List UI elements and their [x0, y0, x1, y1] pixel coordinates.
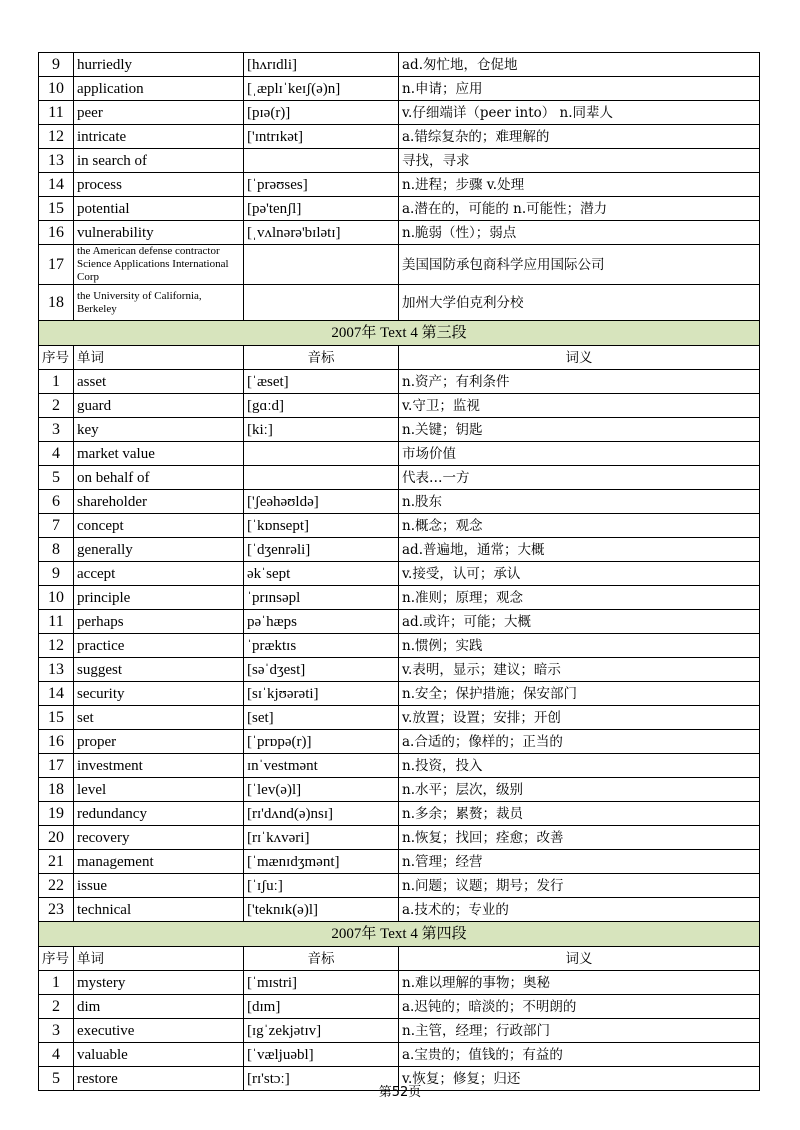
vocab-row — [39, 149, 760, 173]
row-number: 18 — [39, 285, 74, 321]
header-number: 序号 — [39, 947, 74, 971]
word-cell: potential — [74, 197, 244, 221]
phonetic-cell: ['teknɪk(ə)l] — [244, 898, 399, 922]
vocab-row — [39, 1019, 760, 1043]
word-cell: set — [74, 706, 244, 730]
vocab-row — [39, 634, 760, 658]
phonetic-cell: [ˈlev(ə)l] — [244, 778, 399, 802]
phonetic-cell: [ˈdʒenrəli] — [244, 538, 399, 562]
meaning-cell: a.错综复杂的；难理解的 — [399, 125, 760, 149]
row-number: 4 — [39, 442, 74, 466]
row-number: 15 — [39, 197, 74, 221]
row-number: 13 — [39, 149, 74, 173]
meaning-cell: v.守卫；监视 — [399, 394, 760, 418]
word-cell: shareholder — [74, 490, 244, 514]
vocab-row — [39, 285, 760, 321]
row-number: 1 — [39, 971, 74, 995]
vocab-row — [39, 802, 760, 826]
word-cell: principle — [74, 586, 244, 610]
meaning-cell: a.合适的；像样的；正当的 — [399, 730, 760, 754]
row-number: 19 — [39, 802, 74, 826]
word-cell: executive — [74, 1019, 244, 1043]
phonetic-cell: [rɪ'stɔː] — [244, 1067, 399, 1091]
vocab-row — [39, 173, 760, 197]
meaning-cell: n.申请；应用 — [399, 77, 760, 101]
meaning-cell: v.仔细端详（peer into） n.同辈人 — [399, 101, 760, 125]
row-number: 15 — [39, 706, 74, 730]
meaning-cell: v.表明，显示；建议；暗示 — [399, 658, 760, 682]
vocab-row — [39, 197, 760, 221]
row-number: 17 — [39, 754, 74, 778]
row-number: 3 — [39, 418, 74, 442]
meaning-cell: n.股东 — [399, 490, 760, 514]
meaning-cell: n.概念；观念 — [399, 514, 760, 538]
vocabulary-table-body — [39, 53, 760, 1091]
meaning-cell: 代表…一方 — [399, 466, 760, 490]
meaning-cell: n.进程；步骤 v.处理 — [399, 173, 760, 197]
phonetic-cell: [ˌæplɪˈkeɪʃ(ə)n] — [244, 77, 399, 101]
header-meaning: 词义 — [399, 346, 760, 370]
vocab-row — [39, 658, 760, 682]
row-number: 22 — [39, 874, 74, 898]
vocab-row — [39, 53, 760, 77]
row-number: 12 — [39, 634, 74, 658]
word-cell: perhaps — [74, 610, 244, 634]
word-cell: application — [74, 77, 244, 101]
row-number: 14 — [39, 682, 74, 706]
phonetic-cell: [set] — [244, 706, 399, 730]
meaning-cell: a.潜在的，可能的 n.可能性；潜力 — [399, 197, 760, 221]
column-header-row — [39, 947, 760, 971]
word-cell: on behalf of — [74, 466, 244, 490]
row-number: 16 — [39, 730, 74, 754]
meaning-cell: n.水平；层次，级别 — [399, 778, 760, 802]
row-number: 3 — [39, 1019, 74, 1043]
meaning-cell: n.管理；经营 — [399, 850, 760, 874]
phonetic-cell: ɪnˈvestmənt — [244, 754, 399, 778]
meaning-cell: n.恢复；找回；痊愈；改善 — [399, 826, 760, 850]
phonetic-cell: ['ɪntrɪkət] — [244, 125, 399, 149]
word-cell: asset — [74, 370, 244, 394]
word-cell: hurriedly — [74, 53, 244, 77]
phonetic-cell — [244, 442, 399, 466]
section-title-row — [39, 321, 760, 346]
vocab-row — [39, 490, 760, 514]
row-number: 9 — [39, 562, 74, 586]
vocab-row — [39, 394, 760, 418]
row-number: 13 — [39, 658, 74, 682]
meaning-cell: 寻找，寻求 — [399, 149, 760, 173]
vocab-row — [39, 370, 760, 394]
word-cell: dim — [74, 995, 244, 1019]
vocab-row — [39, 850, 760, 874]
meaning-cell: v.放置；设置；安排；开创 — [399, 706, 760, 730]
vocabulary-table — [38, 52, 760, 1091]
header-meaning: 词义 — [399, 947, 760, 971]
vocab-row — [39, 418, 760, 442]
phonetic-cell: əkˈsept — [244, 562, 399, 586]
row-number: 14 — [39, 173, 74, 197]
word-cell: security — [74, 682, 244, 706]
phonetic-cell: [gɑːd] — [244, 394, 399, 418]
meaning-cell: n.准则；原理；观念 — [399, 586, 760, 610]
vocab-row — [39, 221, 760, 245]
phonetic-cell — [244, 149, 399, 173]
word-cell: suggest — [74, 658, 244, 682]
phonetic-cell: [pə'tenʃl] — [244, 197, 399, 221]
meaning-cell: a.技术的；专业的 — [399, 898, 760, 922]
phonetic-cell: [səˈdʒest] — [244, 658, 399, 682]
word-cell: issue — [74, 874, 244, 898]
vocab-row — [39, 754, 760, 778]
phonetic-cell — [244, 285, 399, 321]
meaning-cell: a.宝贵的；值钱的；有益的 — [399, 1043, 760, 1067]
word-cell: process — [74, 173, 244, 197]
meaning-cell: n.脆弱（性）；弱点 — [399, 221, 760, 245]
phonetic-cell: [kiː] — [244, 418, 399, 442]
word-cell: vulnerability — [74, 221, 244, 245]
phonetic-cell: [rɪ'dʌnd(ə)nsɪ] — [244, 802, 399, 826]
row-number: 6 — [39, 490, 74, 514]
word-cell: level — [74, 778, 244, 802]
meaning-cell: n.难以理解的事物；奥秘 — [399, 971, 760, 995]
meaning-cell: n.惯例；实践 — [399, 634, 760, 658]
row-number: 2 — [39, 995, 74, 1019]
meaning-cell: n.安全；保护措施；保安部门 — [399, 682, 760, 706]
row-number: 4 — [39, 1043, 74, 1067]
word-cell: intricate — [74, 125, 244, 149]
meaning-cell: 美国国防承包商科学应用国际公司 — [399, 245, 760, 285]
meaning-cell: 加州大学伯克利分校 — [399, 285, 760, 321]
meaning-cell: n.多余；累赘；裁员 — [399, 802, 760, 826]
row-number: 9 — [39, 53, 74, 77]
row-number: 12 — [39, 125, 74, 149]
phonetic-cell: [ˈprɒpə(r)] — [244, 730, 399, 754]
vocab-row — [39, 245, 760, 285]
phonetic-cell: [ˈkɒnsept] — [244, 514, 399, 538]
row-number: 16 — [39, 221, 74, 245]
vocab-row — [39, 610, 760, 634]
vocab-row — [39, 586, 760, 610]
phonetic-cell: [pɪə(r)] — [244, 101, 399, 125]
row-number: 20 — [39, 826, 74, 850]
vocab-row — [39, 538, 760, 562]
header-number: 序号 — [39, 346, 74, 370]
word-cell: mystery — [74, 971, 244, 995]
word-cell: concept — [74, 514, 244, 538]
meaning-cell: a.迟钝的；暗淡的；不明朗的 — [399, 995, 760, 1019]
phonetic-cell: [dɪm] — [244, 995, 399, 1019]
row-number: 17 — [39, 245, 74, 285]
row-number: 8 — [39, 538, 74, 562]
phonetic-cell: [ˌvʌlnərə'bɪlətɪ] — [244, 221, 399, 245]
phonetic-cell: [ˈæset] — [244, 370, 399, 394]
vocab-row — [39, 101, 760, 125]
section-title-row — [39, 922, 760, 947]
word-cell: peer — [74, 101, 244, 125]
row-number: 11 — [39, 610, 74, 634]
phonetic-cell: [ɪgˈzekjətɪv] — [244, 1019, 399, 1043]
meaning-cell: ad.匆忙地，仓促地 — [399, 53, 760, 77]
word-cell: redundancy — [74, 802, 244, 826]
meaning-cell: n.主管，经理；行政部门 — [399, 1019, 760, 1043]
vocab-row — [39, 706, 760, 730]
meaning-cell: 市场价值 — [399, 442, 760, 466]
row-number: 2 — [39, 394, 74, 418]
row-number: 11 — [39, 101, 74, 125]
word-cell: in search of — [74, 149, 244, 173]
row-number: 5 — [39, 466, 74, 490]
vocab-row — [39, 466, 760, 490]
vocab-row — [39, 562, 760, 586]
phonetic-cell: ˈpræktɪs — [244, 634, 399, 658]
phonetic-cell: [sɪˈkjʊərəti] — [244, 682, 399, 706]
section-title: 2007年 Text 4 第四段 — [39, 922, 760, 947]
header-phonetic: 音标 — [244, 947, 399, 971]
column-header-row — [39, 346, 760, 370]
row-number: 7 — [39, 514, 74, 538]
phonetic-cell: [ˈmænɪdʒmənt] — [244, 850, 399, 874]
row-number: 10 — [39, 586, 74, 610]
section-title: 2007年 Text 4 第三段 — [39, 321, 760, 346]
word-cell: the University of California, Berkeley — [74, 285, 244, 321]
phonetic-cell: [ˈɪʃuː] — [244, 874, 399, 898]
row-number: 23 — [39, 898, 74, 922]
vocab-row — [39, 826, 760, 850]
phonetic-cell: pəˈhæps — [244, 610, 399, 634]
word-cell: practice — [74, 634, 244, 658]
row-number: 21 — [39, 850, 74, 874]
vocab-row — [39, 995, 760, 1019]
word-cell: recovery — [74, 826, 244, 850]
word-cell: guard — [74, 394, 244, 418]
word-cell: the American defense contractor Science Applications International Corp — [74, 245, 244, 285]
vocab-row — [39, 778, 760, 802]
meaning-cell: v.恢复；修复；归还 — [399, 1067, 760, 1091]
word-cell: management — [74, 850, 244, 874]
meaning-cell: n.问题；议题；期号；发行 — [399, 874, 760, 898]
word-cell: market value — [74, 442, 244, 466]
row-number: 5 — [39, 1067, 74, 1091]
phonetic-cell: ['ʃeəhəʊldə] — [244, 490, 399, 514]
vocab-row — [39, 77, 760, 101]
word-cell: key — [74, 418, 244, 442]
meaning-cell: ad.或许；可能；大概 — [399, 610, 760, 634]
meaning-cell: n.资产；有利条件 — [399, 370, 760, 394]
phonetic-cell: [rɪˈkʌvəri] — [244, 826, 399, 850]
row-number: 18 — [39, 778, 74, 802]
row-number: 1 — [39, 370, 74, 394]
vocab-row — [39, 874, 760, 898]
word-cell: valuable — [74, 1043, 244, 1067]
phonetic-cell: [ˈprəʊses] — [244, 173, 399, 197]
phonetic-cell: [ˈmɪstri] — [244, 971, 399, 995]
phonetic-cell — [244, 466, 399, 490]
word-cell: generally — [74, 538, 244, 562]
word-cell: accept — [74, 562, 244, 586]
vocab-row — [39, 1043, 760, 1067]
row-number: 10 — [39, 77, 74, 101]
phonetic-cell: [ˈvæljuəbl] — [244, 1043, 399, 1067]
word-cell: restore — [74, 1067, 244, 1091]
word-cell: proper — [74, 730, 244, 754]
word-cell: technical — [74, 898, 244, 922]
vocab-row — [39, 730, 760, 754]
word-cell: investment — [74, 754, 244, 778]
vocab-row — [39, 898, 760, 922]
phonetic-cell — [244, 245, 399, 285]
phonetic-cell: [hʌrɪdli] — [244, 53, 399, 77]
vocab-row — [39, 514, 760, 538]
vocab-row — [39, 125, 760, 149]
meaning-cell: ad.普遍地，通常；大概 — [399, 538, 760, 562]
vocab-row — [39, 682, 760, 706]
vocab-row — [39, 442, 760, 466]
vocab-row — [39, 971, 760, 995]
page-number: 第52页 — [378, 1085, 422, 1100]
meaning-cell: n.投资，投入 — [399, 754, 760, 778]
phonetic-cell: ˈprɪnsəpl — [244, 586, 399, 610]
header-word: 单词 — [74, 346, 244, 370]
meaning-cell: n.关键；钥匙 — [399, 418, 760, 442]
header-phonetic: 音标 — [244, 346, 399, 370]
header-word: 单词 — [74, 947, 244, 971]
meaning-cell: v.接受，认可；承认 — [399, 562, 760, 586]
